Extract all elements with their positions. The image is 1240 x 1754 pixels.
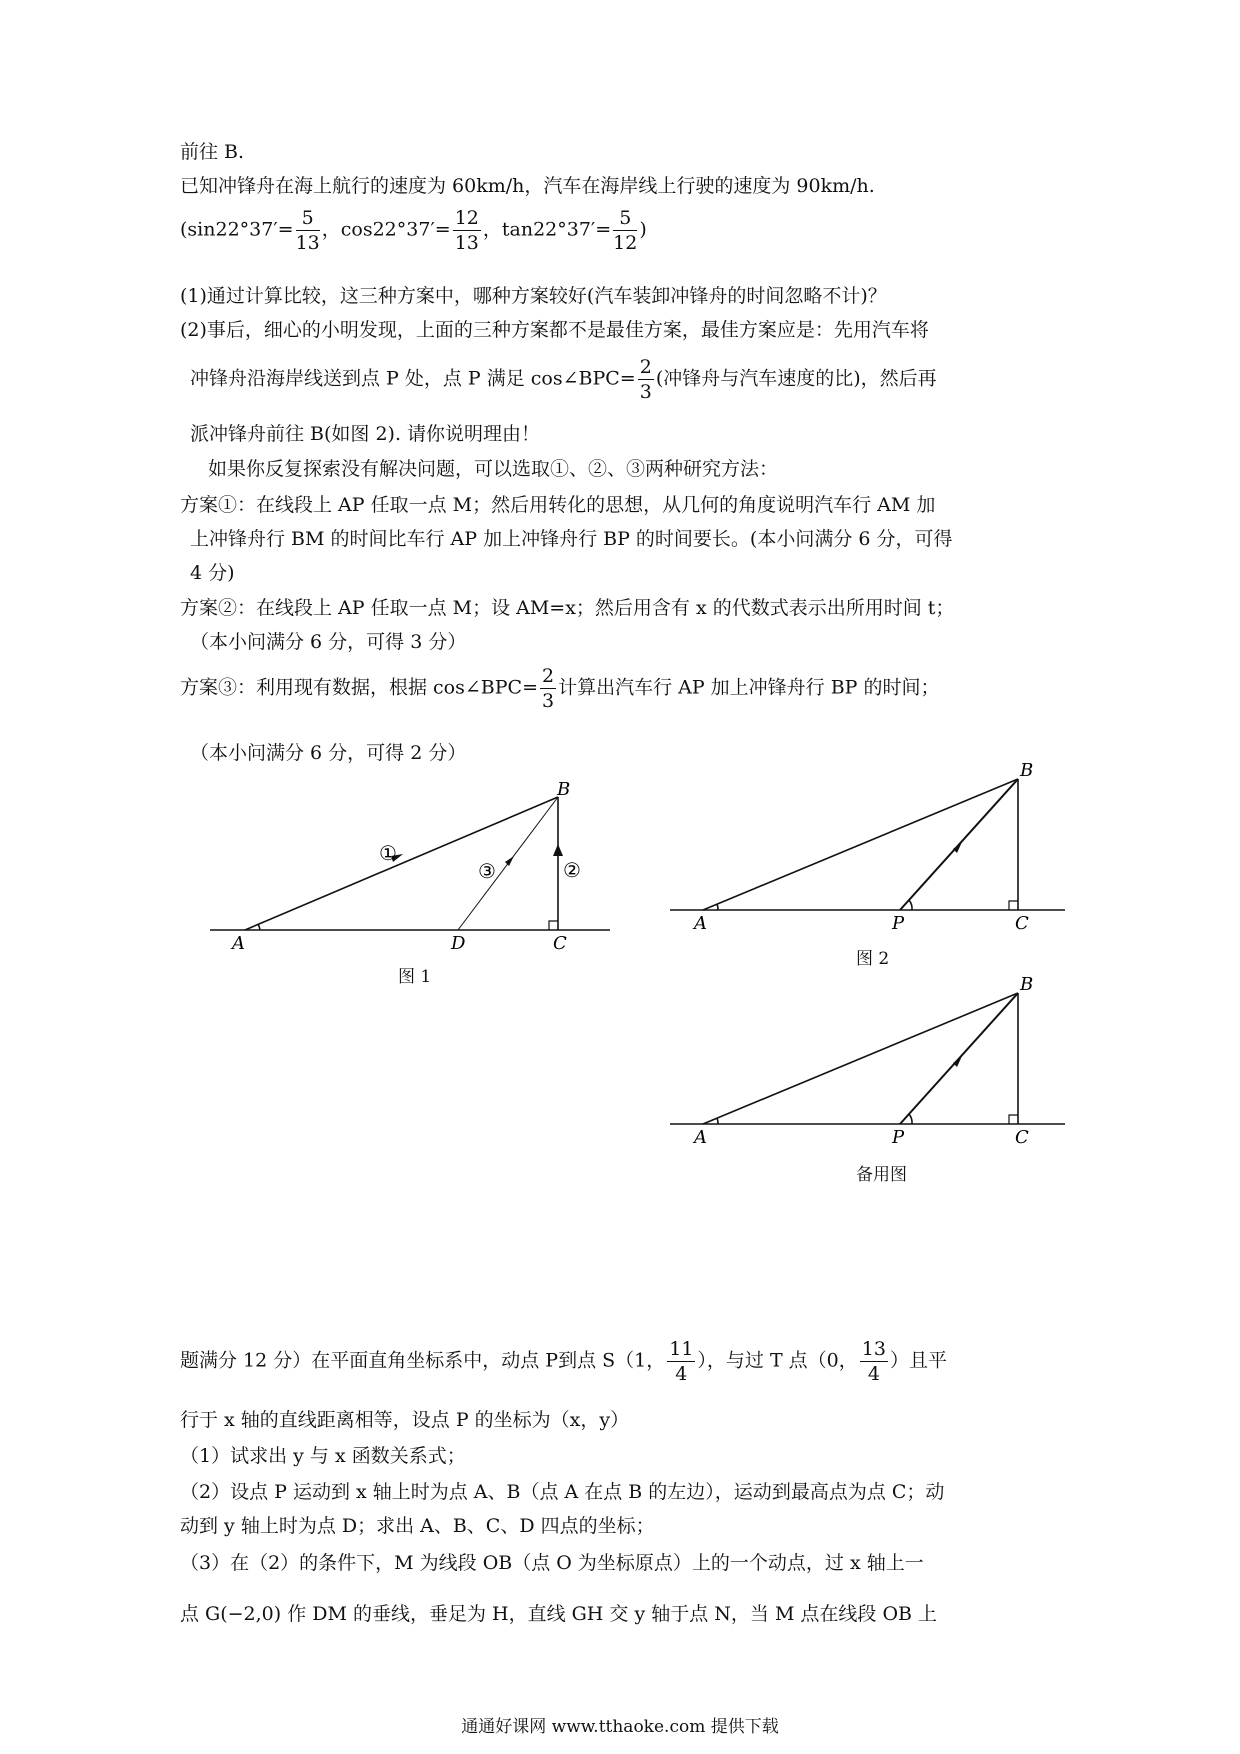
spare-figure-caption: 备用图 xyxy=(856,1165,907,1185)
question-1: (1)通过计算比较，这三种方案中，哪种方案较好(汽车装卸冲锋舟的时间忽略不计)？ xyxy=(180,285,887,307)
svg-text:B: B xyxy=(1020,974,1034,995)
svg-text:①: ① xyxy=(379,841,397,865)
svg-text:A: A xyxy=(694,1127,707,1148)
fraction: $\frac{12}{13}$ xyxy=(454,207,479,254)
fraction: $\frac{5}{13}$ xyxy=(295,207,320,254)
svg-text:C: C xyxy=(553,933,567,954)
figure-1-caption: 图 1 xyxy=(398,967,432,987)
problem-line: 动到 y 轴上时为点 D；求出 A、B、C、D 四点的坐标； xyxy=(180,1515,655,1537)
fraction: $\frac{5}{12}$ xyxy=(613,207,638,254)
text-line: 已知冲锋舟在海上航行的速度为 60km/h，汽车在海岸线上行驶的速度为 90km/h. xyxy=(180,175,875,197)
svg-text:B: B xyxy=(557,779,571,800)
solution-1-line: 方案①：在线段上 AP 任取一点 M；然后用转化的思想，从几何的角度说明汽车行 AM 加 xyxy=(180,494,936,516)
svg-text:P: P xyxy=(892,913,905,934)
question-2-line: 冲锋舟沿海岸线送到点 P 处，点 P 满足 cos∠BPC= $\frac{2}{3}$ (冲锋舟与汽车速度的比)，然后再 xyxy=(190,356,937,403)
trig-values-line: (sin22°37′= $\frac{5}{13}$ ，cos22°37′= $\frac{12}{13}$ ，tan22°37′= $\frac{5}{12}$ ) xyxy=(180,207,647,254)
problem-line: （1）试求出 y 与 x 函数关系式； xyxy=(180,1445,466,1467)
svg-text:A: A xyxy=(694,913,707,934)
svg-text:③: ③ xyxy=(478,859,496,883)
problem-line: （2）设点 P 运动到 x 轴上时为点 A、B（点 A 在点 B 的左边），运动到最高点为点 C；动 xyxy=(180,1481,945,1503)
solution-2-line: （本小问满分 6 分，可得 3 分） xyxy=(190,631,467,653)
svg-text:B: B xyxy=(1020,760,1034,781)
fraction: $\frac{11}{4}$ xyxy=(669,1338,694,1385)
solution-1-line: 上冲锋舟行 BM 的时间比车行 AP 加上冲锋舟行 BP 的时间要长。(本小问满分 6 分，可得 xyxy=(190,528,953,550)
fraction: $\frac{13}{4}$ xyxy=(861,1338,886,1385)
svg-text:②: ② xyxy=(563,858,581,882)
fraction: $\frac{2}{3}$ xyxy=(542,665,555,712)
svg-text:A: A xyxy=(232,933,245,954)
question-2-line: (2)事后，细心的小明发现，上面的三种方案都不是最佳方案，最佳方案应是：先用汽车将 xyxy=(180,319,929,341)
svg-text:C: C xyxy=(1015,913,1029,934)
svg-text:C: C xyxy=(1015,1127,1029,1148)
question-2-line: 派冲锋舟前往 B(如图 2). 请你说明理由！ xyxy=(190,423,541,445)
problem-line: 行于 x 轴的直线距离相等，设点 P 的坐标为（x，y） xyxy=(180,1409,630,1431)
solution-2-line: 方案②：在线段上 AP 任取一点 M；设 AM=x；然后用含有 x 的代数式表示出所用时间 t； xyxy=(180,597,955,619)
solution-3-line: 方案③：利用现有数据，根据 cos∠BPC= $\frac{2}{3}$ 计算出汽车行 AP 加上冲锋舟行 BP 的时间； xyxy=(180,665,940,712)
figure-2-caption: 图 2 xyxy=(856,949,890,969)
solution-1-line: 4 分) xyxy=(190,562,235,584)
fraction: $\frac{2}{3}$ xyxy=(639,356,652,403)
problem-line: （3）在（2）的条件下，M 为线段 OB（点 O 为坐标原点）上的一个动点，过 x 轴上一 xyxy=(180,1552,924,1574)
arrow-icon xyxy=(953,1056,962,1067)
svg-text:D: D xyxy=(451,933,466,954)
problem-line: 题满分 12 分）在平面直角坐标系中，动点 P到点 S（1， $\frac{11}{4}$ ），与过 T 点（0， $\frac{13}{4}$ ）且平 xyxy=(180,1338,947,1385)
solution-3-line: （本小问满分 6 分，可得 2 分） xyxy=(190,742,467,764)
svg-text:P: P xyxy=(892,1127,905,1148)
text-line: 前往 B. xyxy=(180,141,245,163)
problem-line: 点 G(−2,0) 作 DM 的垂线，垂足为 H，直线 GH 交 y 轴于点 N，当 M 点在线段 OB 上 xyxy=(180,1603,938,1625)
footer: 通通好课网 www.tthaoke.com 提供下载 xyxy=(461,1717,779,1737)
hint-line: 如果你反复探索没有解决问题，可以选取①、②、③两种研究方法： xyxy=(208,458,779,480)
